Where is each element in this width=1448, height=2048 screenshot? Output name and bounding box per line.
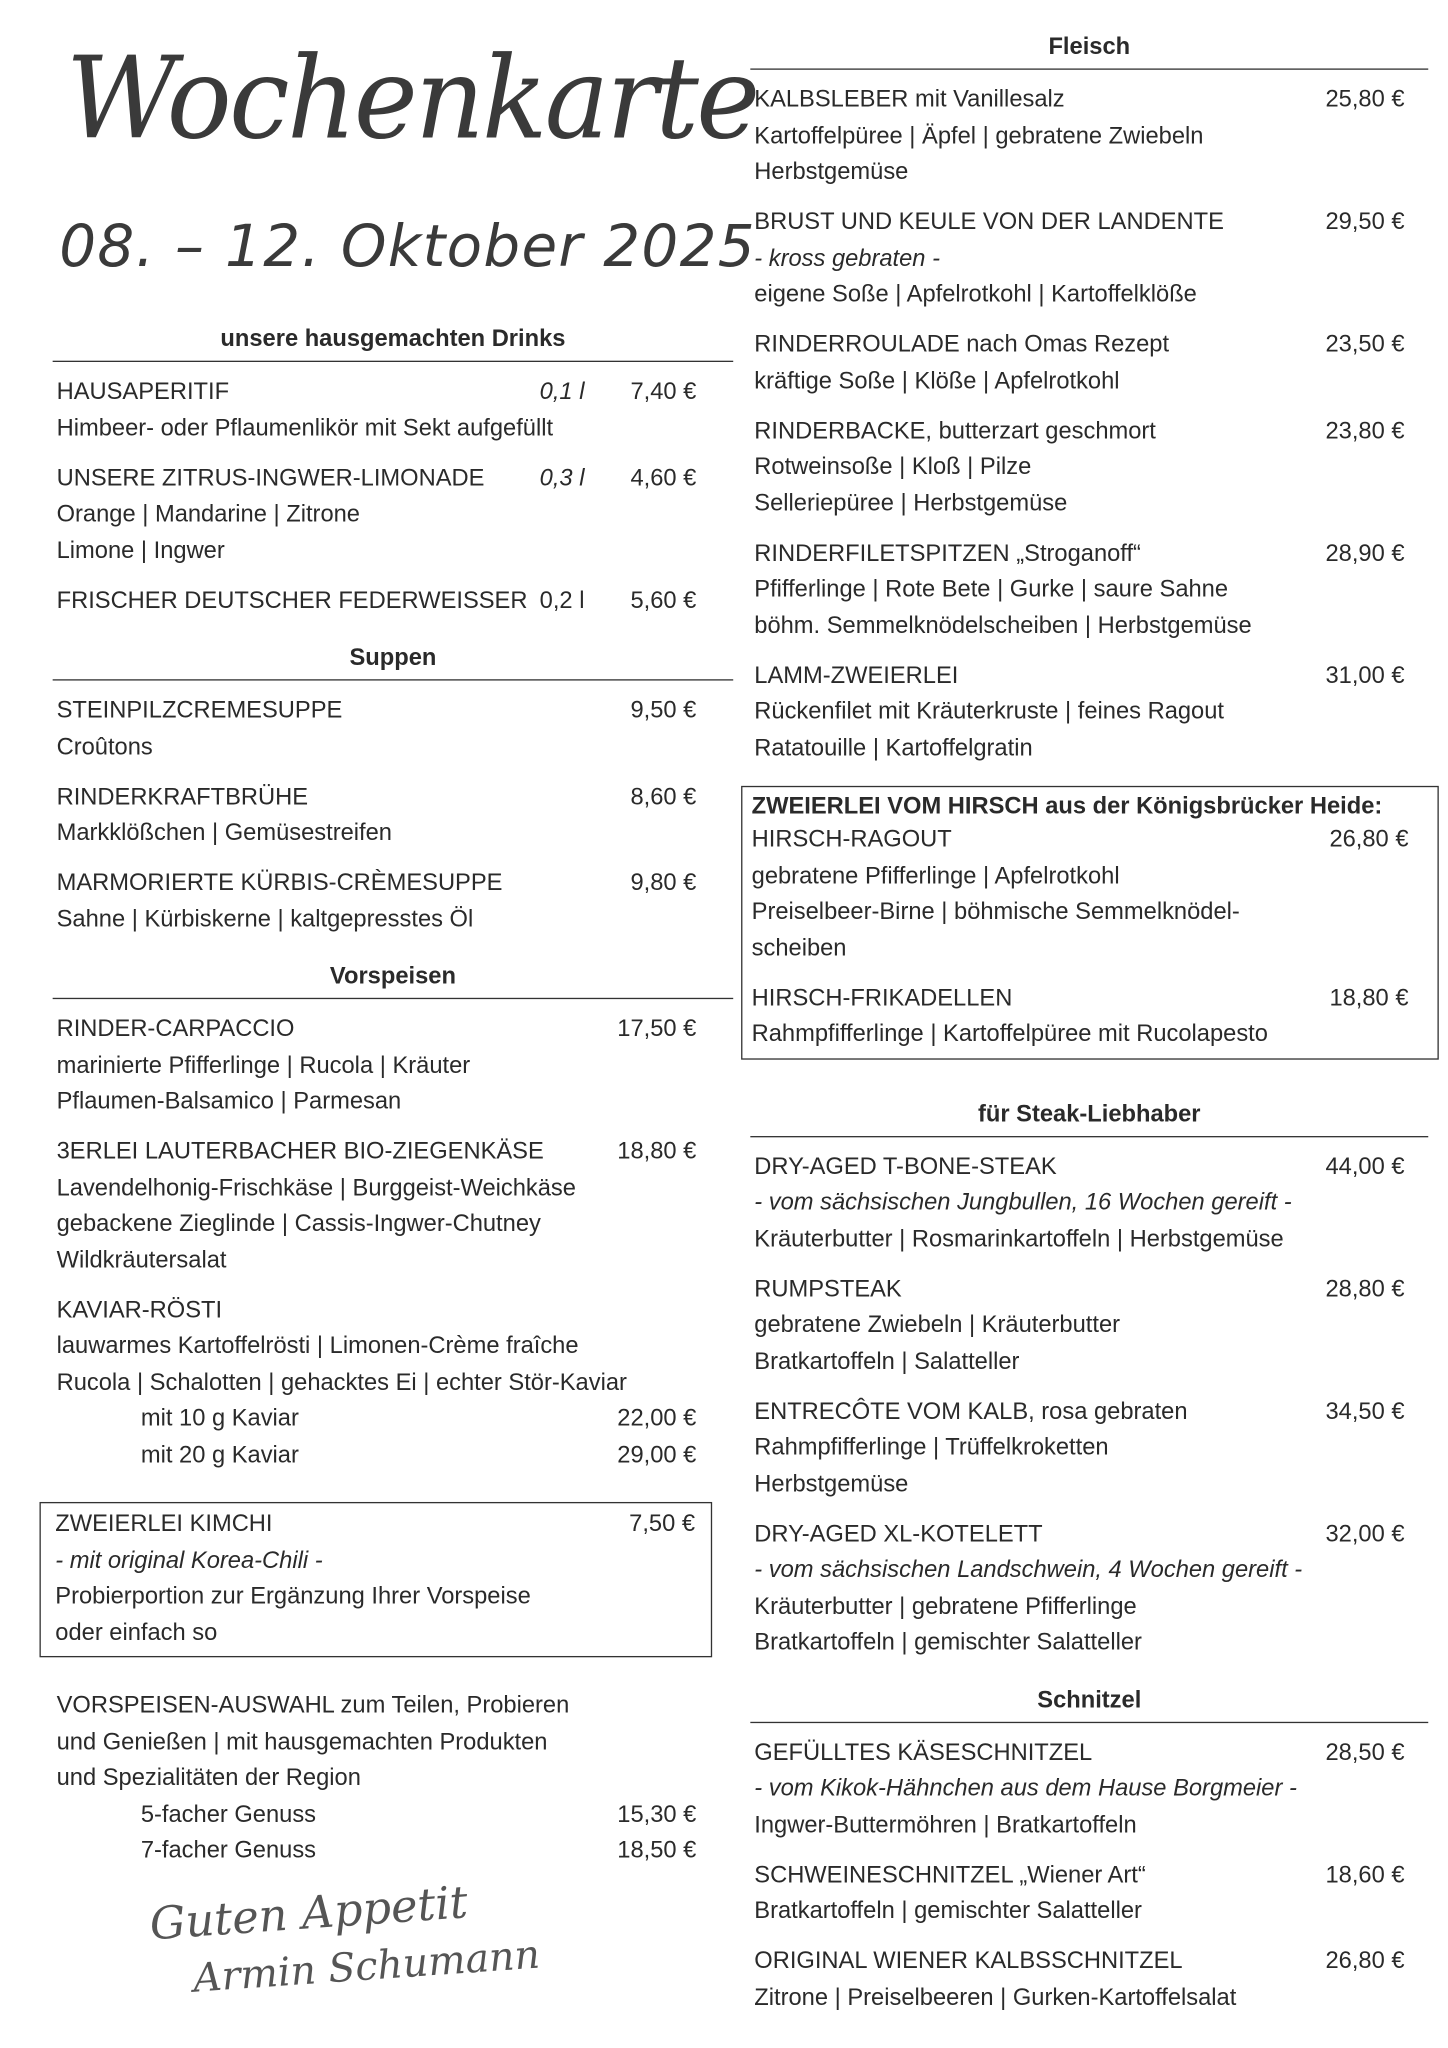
- option-price: 15,30 €: [617, 1800, 697, 1827]
- item-option: [53, 1832, 734, 1868]
- item-price: 29,50 €: [1325, 207, 1405, 235]
- item-description: Sahne | Kürbiskerne | kaltgepresstes Öl: [56, 904, 474, 932]
- section-heading: für Steak-Liebhaber: [750, 1097, 1428, 1136]
- item-name-row: [750, 1271, 1428, 1307]
- section-heading: Fleisch: [750, 30, 1428, 69]
- signature-name: Armin Schumann: [191, 1932, 542, 2003]
- item-description: - vom sächsischen Jungbullen, 16 Wochen gereift -: [754, 1188, 1292, 1216]
- item-name: RINDER-CARPACCIO: [56, 1014, 295, 1042]
- menu-item: [750, 204, 1428, 313]
- item-name: RINDERKRAFTBRÜHE: [56, 782, 309, 809]
- item-description: Ratatouille | Kartoffelgratin: [754, 733, 1033, 761]
- item-description: scheiben: [751, 933, 847, 961]
- item-description: Himbeer- oder Pflaumenlikör mit Sekt aufgefüllt: [56, 413, 554, 441]
- item-price: 8,60 €: [630, 782, 697, 809]
- item-description: Rucola | Schalotten | gehacktes Ei | echter Stör-Kaviar: [56, 1368, 627, 1395]
- item-price: 9,50 €: [630, 696, 697, 723]
- item-price: 5,60 €: [630, 586, 697, 613]
- menu-item: [53, 460, 734, 569]
- item-name-row: [750, 413, 1428, 449]
- item-description: - mit original Korea-Chili -: [55, 1546, 323, 1573]
- item-volume: 0,1 l: [539, 377, 585, 405]
- item-description: Selleriepüree | Herbstgemüse: [754, 489, 1068, 516]
- item-price: 28,80 €: [1325, 1274, 1405, 1302]
- item-description: Limone | Ingwer: [56, 536, 225, 563]
- item-name-row: [53, 1292, 734, 1328]
- item-description: Kräuterbutter | gebratene Pfifferlinge: [754, 1592, 1137, 1619]
- item-name-row: [53, 1133, 734, 1169]
- menu-item: [750, 535, 1428, 644]
- item-price: 23,50 €: [1325, 330, 1405, 357]
- item-price: 26,80 €: [1329, 825, 1409, 852]
- option-label: mit 10 g Kaviar: [140, 1404, 299, 1431]
- item-price: 31,00 €: [1325, 661, 1405, 688]
- menu-item: [53, 582, 734, 618]
- menu-item: [53, 692, 734, 764]
- item-price: 23,80 €: [1325, 416, 1405, 443]
- menu-item: [748, 821, 1438, 966]
- item-name: DRY-AGED T-BONE-STEAK: [754, 1152, 1057, 1179]
- item-description: Ingwer-Buttermöhren | Bratkartoffeln: [754, 1810, 1137, 1837]
- menu-item: [750, 413, 1428, 522]
- item-name: RINDERROULADE nach Omas Rezept: [754, 330, 1170, 357]
- item-price: 44,00 €: [1325, 1152, 1405, 1179]
- menu-item: [53, 1133, 734, 1278]
- item-price: 4,60 €: [630, 464, 697, 491]
- menu-item: [750, 1149, 1428, 1258]
- item-description: gebackene Zieglinde | Cassis-Ingwer-Chutney: [56, 1209, 541, 1237]
- highlight-box: [741, 786, 1439, 1059]
- item-description: gebratene Zwiebeln | Kräuterbutter: [754, 1311, 1121, 1338]
- item-price: 28,90 €: [1325, 539, 1405, 566]
- menu-item: [750, 82, 1428, 191]
- item-name: LAMM-ZWEIERLEI: [754, 661, 959, 688]
- item-description: Bratkartoffeln | gemischter Salatteller: [754, 1896, 1142, 1924]
- menu-item: [750, 1393, 1428, 1502]
- item-name-row: [53, 460, 734, 496]
- item-name-row: [750, 82, 1428, 118]
- item-description: Croûtons: [56, 732, 153, 759]
- item-name: FRISCHER DEUTSCHER FEDERWEISSER: [56, 586, 528, 613]
- item-description: oder einfach so: [55, 1618, 218, 1645]
- menu-item: [53, 1688, 734, 1869]
- item-name: ENTRECÔTE VOM KALB, rosa gebraten: [754, 1397, 1188, 1424]
- menu-item: [51, 1506, 710, 1651]
- item-name-row: [750, 658, 1428, 694]
- item-price: 17,50 €: [617, 1014, 697, 1042]
- item-volume: 0,3 l: [539, 464, 585, 491]
- item-description: Bratkartoffeln | Salatteller: [754, 1347, 1020, 1374]
- item-price: 18,60 €: [1325, 1860, 1405, 1888]
- highlight-box: [39, 1502, 712, 1657]
- signature-greeting: Guten Appetit: [147, 1876, 470, 1952]
- item-description: böhm. Semmelknödelscheiben | Herbstgemüse: [754, 611, 1252, 638]
- menu-item: [53, 779, 734, 851]
- menu-section: [750, 1097, 1428, 1660]
- item-name: KAVIAR-RÖSTI: [56, 1295, 223, 1323]
- menu-section: [53, 960, 734, 1473]
- item-description: und Genießen | mit hausgemachten Produkten: [56, 1727, 548, 1755]
- option-label: 7-facher Genuss: [140, 1836, 317, 1863]
- item-description: Rahmpfifferlinge | Kartoffelpüree mit Rucolapesto: [751, 1020, 1268, 1047]
- menu-section: [53, 1688, 734, 1869]
- item-name: ORIGINAL WIENER KALBSSCHNITZEL: [754, 1946, 1183, 1974]
- item-volume: 0,2 l: [539, 586, 585, 613]
- item-price: 7,50 €: [629, 1509, 696, 1537]
- item-name-row: [750, 204, 1428, 240]
- option-price: 22,00 €: [617, 1404, 697, 1431]
- item-name-row: [750, 1149, 1428, 1185]
- menu-item: [53, 374, 734, 446]
- item-description: Markklößchen | Gemüsestreifen: [56, 818, 392, 846]
- menu-item: [750, 658, 1428, 767]
- box-heading: ZWEIERLEI VOM HIRSCH aus der Königsbrücker Heide:: [751, 792, 1383, 819]
- item-name-row: [53, 582, 734, 618]
- item-name: SCHWEINESCHNITZEL „Wiener Art“: [754, 1860, 1146, 1888]
- menu-section: [53, 323, 734, 619]
- handwritten-signature: [148, 1869, 542, 2012]
- item-description: Bratkartoffeln | gemischter Salatteller: [754, 1628, 1142, 1655]
- item-description: - kross gebraten -: [754, 244, 940, 271]
- menu-section: [53, 641, 734, 937]
- item-option: [53, 1796, 734, 1832]
- item-description: - vom sächsischen Landschwein, 4 Wochen gereift -: [754, 1555, 1303, 1583]
- item-name-row: [53, 1011, 734, 1047]
- item-price: 34,50 €: [1325, 1397, 1405, 1424]
- item-name-row: [53, 692, 734, 728]
- item-name: 3ERLEI LAUTERBACHER BIO-ZIEGENKÄSE: [56, 1137, 544, 1164]
- menu-item: [53, 865, 734, 937]
- item-name: DRY-AGED XL-KOTELETT: [754, 1519, 1043, 1547]
- item-name: MARMORIERTE KÜRBIS-CRÈMESUPPE: [56, 868, 503, 896]
- menu-date-range: 08. – 12. Oktober 2025: [59, 213, 756, 281]
- item-description: Rotweinsoße | Kloß | Pilze: [754, 452, 1032, 480]
- section-heading: Schnitzel: [750, 1683, 1428, 1722]
- item-description: Herbstgemüse: [754, 157, 909, 185]
- option-price: 18,50 €: [617, 1836, 697, 1863]
- item-name: HAUSAPERITIF: [56, 377, 230, 405]
- item-name-row: [750, 1516, 1428, 1552]
- option-price: 29,00 €: [617, 1440, 697, 1468]
- menu-item: [750, 1271, 1428, 1380]
- item-name-row: [750, 1857, 1428, 1893]
- item-option: [53, 1401, 734, 1437]
- item-name: RINDERBACKE, butterzart geschmort: [754, 416, 1156, 443]
- item-description: kräftige Soße | Klöße | Apfelrotkohl: [754, 366, 1120, 393]
- option-label: 5-facher Genuss: [140, 1800, 317, 1827]
- item-description: Zitrone | Preiselbeeren | Gurken-Kartoffelsalat: [754, 1983, 1237, 2010]
- item-name: BRUST UND KEULE VON DER LANDENTE: [754, 207, 1224, 235]
- item-name-row: [53, 865, 734, 901]
- item-name: HIRSCH-RAGOUT: [751, 825, 952, 852]
- item-description: marinierte Pfifferlinge | Rucola | Kräuter: [56, 1051, 471, 1078]
- item-name: RINDERFILETSPITZEN „Stroganoff“: [754, 539, 1141, 566]
- item-description: Lavendelhonig-Frischkäse | Burggeist-Weichkäse: [56, 1173, 576, 1200]
- item-description: Orange | Mandarine | Zitrone: [56, 500, 360, 527]
- item-name: GEFÜLLTES KÄSESCHNITZEL: [754, 1738, 1093, 1765]
- item-description: Probierportion zur Ergänzung Ihrer Vorspeise: [55, 1582, 531, 1609]
- menu-section: [750, 30, 1428, 766]
- item-option: [53, 1437, 734, 1473]
- section-heading: unsere hausgemachten Drinks: [53, 323, 734, 362]
- item-name-row: [53, 374, 734, 410]
- item-description: Pflaumen-Balsamico | Parmesan: [56, 1087, 402, 1114]
- left-column: [53, 323, 734, 1869]
- item-description: Kartoffelpüree | Äpfel | gebratene Zwiebeln: [754, 121, 1204, 149]
- item-name-row: [750, 1734, 1428, 1770]
- option-label: mit 20 g Kaviar: [140, 1440, 299, 1468]
- item-name: STEINPILZCREMESUPPE: [56, 696, 343, 723]
- item-name-row: [748, 980, 1438, 1016]
- item-name-row: [51, 1506, 710, 1542]
- item-price: 18,80 €: [1329, 983, 1409, 1011]
- item-name-row: [53, 1688, 734, 1724]
- menu-item: [750, 326, 1428, 398]
- item-description: Rückenfilet mit Kräuterkruste | feines Ragout: [754, 697, 1225, 724]
- item-price: 26,80 €: [1325, 1946, 1405, 1974]
- item-description: Kräuterbutter | Rosmarinkartoffeln | Herbstgemüse: [754, 1224, 1284, 1252]
- section-heading: Vorspeisen: [53, 960, 734, 999]
- menu-item: [750, 1734, 1428, 1843]
- item-name: HIRSCH-FRIKADELLEN: [751, 983, 1013, 1011]
- item-description: Wildkräutersalat: [56, 1245, 227, 1273]
- menu-item: [748, 980, 1438, 1052]
- item-description: Herbstgemüse: [754, 1469, 909, 1497]
- menu-item: [53, 1011, 734, 1120]
- item-name: KALBSLEBER mit Vanillesalz: [754, 85, 1065, 112]
- menu-item: [53, 1292, 734, 1473]
- item-description: lauwarmes Kartoffelrösti | Limonen-Crème fraîche: [56, 1332, 579, 1359]
- item-price: 25,80 €: [1325, 85, 1405, 112]
- item-name: VORSPEISEN-AUSWAHL zum Teilen, Probieren: [56, 1691, 570, 1718]
- menu-item: [750, 1516, 1428, 1661]
- item-name-row: [748, 821, 1438, 857]
- item-description: Pfifferlinge | Rote Bete | Gurke | saure Sahne: [754, 575, 1229, 602]
- section-heading: Suppen: [53, 641, 734, 680]
- item-name: RUMPSTEAK: [754, 1274, 902, 1302]
- menu-item: [750, 1943, 1428, 2015]
- item-name: ZWEIERLEI KIMCHI: [55, 1509, 273, 1537]
- item-price: 9,80 €: [630, 868, 697, 896]
- menu-title: Wochenkarte: [65, 33, 758, 166]
- item-description: eigene Soße | Apfelrotkohl | Kartoffelklöße: [754, 280, 1197, 307]
- item-name-row: [750, 1943, 1428, 1979]
- item-description: Preiselbeer-Birne | böhmische Semmelknödel-: [751, 897, 1240, 925]
- item-name-row: [750, 535, 1428, 571]
- menu-item: [750, 1857, 1428, 1929]
- item-price: 28,50 €: [1325, 1738, 1405, 1765]
- item-name: UNSERE ZITRUS-INGWER-LIMONADE: [56, 464, 485, 491]
- item-name-row: [53, 779, 734, 815]
- item-price: 7,40 €: [630, 377, 697, 405]
- item-name-row: [750, 326, 1428, 362]
- item-name-row: [750, 1393, 1428, 1429]
- item-price: 18,80 €: [617, 1137, 697, 1164]
- right-column: [750, 30, 1428, 2015]
- item-description: - vom Kikok-Hähnchen aus dem Hause Borgmeier -: [754, 1774, 1297, 1801]
- menu-section: [750, 1683, 1428, 2015]
- item-description: und Spezialitäten der Region: [56, 1763, 361, 1791]
- item-description: gebratene Pfifferlinge | Apfelrotkohl: [751, 861, 1120, 888]
- item-description: Rahmpfifferlinge | Trüffelkroketten: [754, 1433, 1109, 1460]
- item-price: 32,00 €: [1325, 1519, 1405, 1547]
